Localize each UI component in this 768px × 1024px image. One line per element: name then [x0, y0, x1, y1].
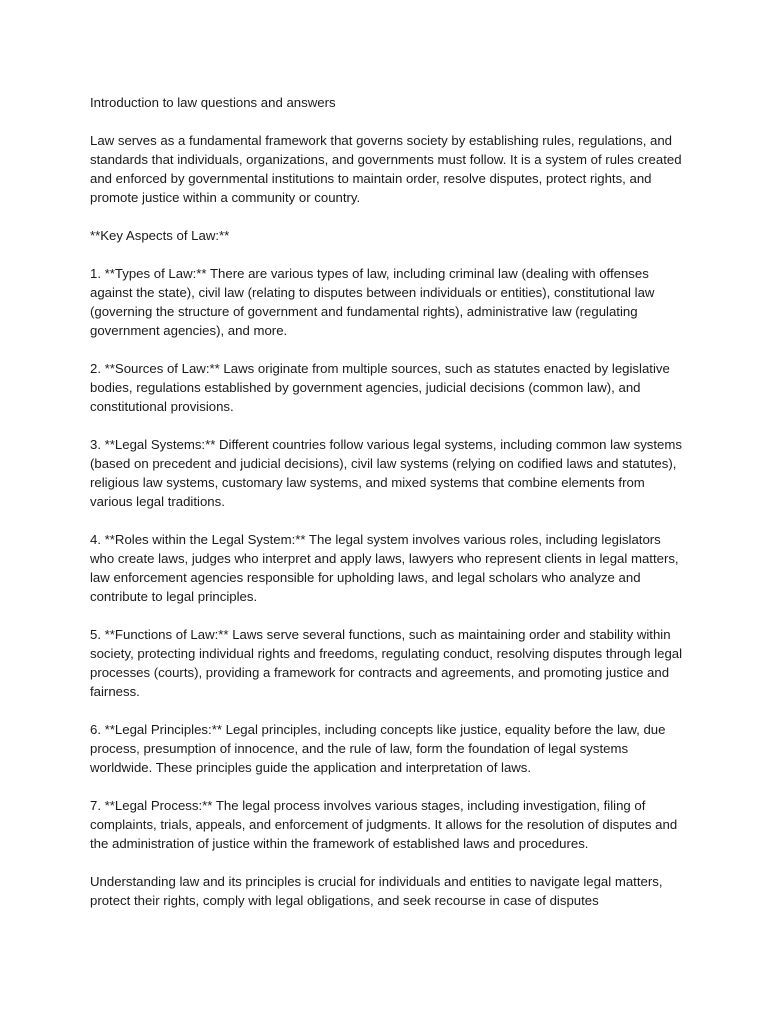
item-legal-process: 7. **Legal Process:** The legal process involves various stages, including investigation, filing of complaints, trials, appeals, and enforcement of judgments. It allows for the resolution of disputes and the administration of justice within the framework of established laws and procedures. — [90, 798, 678, 851]
conclusion-paragraph: Understanding law and its principles is crucial for individuals and entities to navigate legal matters, protect their rights, comply with legal obligations, and seek recourse in case of disputes — [90, 874, 663, 908]
item-types-of-law: 1. **Types of Law:** There are various types of law, including criminal law (dealing with offenses against the state), civil law (relating to disputes between individuals or entities), constitutional law (governing the structure of government and fundamental rights), administrative law (regulating government agencies), and more. — [90, 266, 655, 338]
item-legal-systems: 3. **Legal Systems:** Different countries follow various legal systems, including common law systems (based on precedent and judicial decisions), civil law systems (relying on codified laws and statutes), religious law systems, customary law systems, and mixed systems that combine elements from various legal traditions. — [90, 437, 682, 509]
item-roles-legal-system: 4. **Roles within the Legal System:** The legal system involves various roles, including legislators who create laws, judges who interpret and apply laws, lawyers who represent clients in legal matters, law enforcement agencies responsible for upholding laws, and legal scholars who analyze and contribute to legal principles. — [90, 532, 679, 604]
item-functions-of-law: 5. **Functions of Law:** Laws serve several functions, such as maintaining order and stability within society, protecting individual rights and freedoms, regulating conduct, resolving disputes through legal processes (courts), providing a framework for contracts and agreements, and promoting justice and fairness. — [90, 627, 683, 699]
key-aspects-heading: **Key Aspects of Law:** — [90, 228, 230, 243]
intro-paragraph: Law serves as a fundamental framework that governs society by establishing rules, regulations, and standards that individuals, organizations, and governments must follow. It is a system of rules created and enforced by governmental institutions to maintain order, resolve disputes, protect rights, and promote justice within a community or country. — [90, 133, 682, 205]
document-body — [90, 93, 686, 929]
item-sources-of-law: 2. **Sources of Law:** Laws originate from multiple sources, such as statutes enacted by legislative bodies, regulations established by government agencies, judicial decisions (common law), and constitutional provisions. — [90, 361, 670, 414]
document-title: Introduction to law questions and answers — [90, 95, 336, 110]
item-legal-principles: 6. **Legal Principles:** Legal principles, including concepts like justice, equality before the law, due process, presumption of innocence, and the rule of law, form the foundation of legal systems worldwide. These principles guide the application and interpretation of laws. — [90, 722, 666, 775]
